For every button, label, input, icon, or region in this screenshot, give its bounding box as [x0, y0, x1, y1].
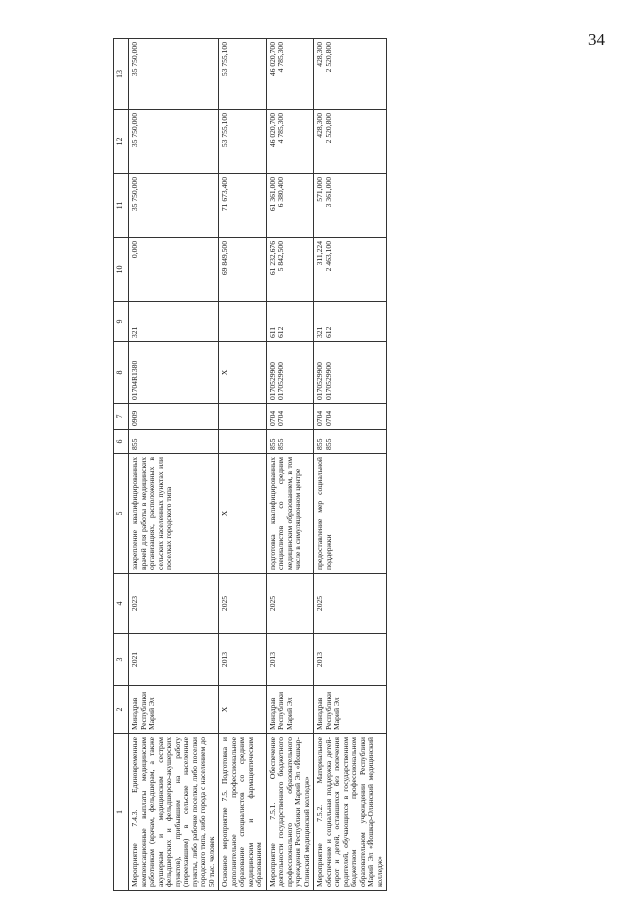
cell-c9	[266, 302, 314, 342]
cell-c10	[266, 238, 314, 302]
cell-c6	[314, 430, 387, 454]
cell-value: 53 755,100	[220, 113, 229, 148]
column-header-13: 13	[114, 39, 129, 110]
column-header-12: 12	[114, 110, 129, 174]
cell-c11	[314, 174, 387, 238]
column-header-10: 10	[114, 238, 129, 302]
cell-c4: 2025	[314, 574, 387, 634]
cell-value: 0909	[130, 410, 139, 426]
cell-c10	[129, 238, 219, 302]
cell-c11	[266, 174, 314, 238]
cell-c2: Минздрав Республики Марий Эл	[129, 686, 219, 734]
cell-value: 855	[267, 438, 277, 450]
cell-c8	[219, 342, 267, 404]
cell-c2: Минздрав Республики Марий Эл	[314, 686, 387, 734]
cell-value: 0704	[323, 410, 333, 426]
cell-value: 2 520,800	[323, 113, 333, 144]
cell-c9	[129, 302, 219, 342]
cell-value: 35 750,000	[130, 177, 139, 212]
cell-c3: 2021	[129, 634, 219, 686]
cell-c12	[129, 110, 219, 174]
cell-c12	[314, 110, 387, 174]
cell-value: 612	[276, 326, 285, 338]
cell-c2: X	[219, 686, 267, 734]
cell-c5: закрепление квалифицированных врачей для работы в медицинских организациях, расположенных в сельских населенных пунктах или поселках городского типа	[129, 454, 219, 574]
cell-value: 0170529900	[323, 362, 333, 400]
cell-c11	[219, 174, 267, 238]
cell-c8	[314, 342, 387, 404]
column-header-1: 1	[114, 734, 129, 891]
cell-c8	[266, 342, 314, 404]
cell-value: 2 463,100	[323, 241, 333, 272]
cell-c8	[129, 342, 219, 404]
program-activities-table	[113, 38, 387, 891]
cell-value: 53 755,100	[220, 42, 229, 77]
cell-value: 855	[276, 438, 285, 450]
cell-value: 612	[323, 326, 333, 338]
cell-c9	[314, 302, 387, 342]
cell-value: 0704	[267, 410, 277, 426]
cell-c1: Мероприятие 7.4.3. Единовременные компенсационные выплаты медицинским работникам (врачам, фельдшерам, а также акушеркам и медицинским сестрам фельдшерских и фельдшерско-акушерских пунктов), прибывшим на работу (переехавшим) в сельские населенные пункты, либо рабочие поселки, либо поселки городского типа, либо города с населением до 50 тыс. человек	[129, 734, 219, 891]
column-header-11: 11	[114, 174, 129, 238]
cell-value: 0704	[315, 410, 324, 426]
cell-c3: 2013	[314, 634, 387, 686]
cell-value: 5 842,500	[276, 241, 285, 272]
cell-value: 3 361,000	[323, 177, 333, 208]
cell-value: 428,300	[315, 113, 324, 138]
table-row	[266, 39, 314, 891]
cell-c3: 2013	[266, 634, 314, 686]
cell-c7	[219, 404, 267, 430]
cell-value: 855	[323, 438, 333, 450]
cell-c4: 2023	[129, 574, 219, 634]
column-header-5: 5	[114, 454, 129, 574]
cell-value: X	[220, 369, 229, 376]
cell-c7	[129, 404, 219, 430]
cell-c5: предоставление мер социальной поддержки	[314, 454, 387, 574]
cell-value: 46 020,700	[267, 42, 277, 77]
cell-value: 69 849,500	[220, 241, 229, 276]
column-header-7: 7	[114, 404, 129, 430]
cell-value: 71 673,400	[220, 177, 229, 212]
cell-c10	[219, 238, 267, 302]
table-row	[219, 39, 267, 891]
cell-c13	[266, 39, 314, 110]
cell-value: 428,300	[315, 42, 324, 67]
cell-c6	[219, 430, 267, 454]
page-number: 34	[588, 30, 605, 49]
cell-value: 321	[130, 326, 139, 338]
cell-c6	[266, 430, 314, 454]
column-header-2: 2	[114, 686, 129, 734]
cell-c1: Мероприятие 7.5.2. Материальное обеспечение и социальная поддержка детей-сирот и детей, оставшихся без попечения родителей, обучающихся в государственном бюджетном профессиональном образовательном учреждении Республики Марий Эл «Йошкар-Олинский медицинский колледж»	[314, 734, 387, 891]
cell-value: 0704	[276, 410, 285, 426]
cell-value: 855	[315, 438, 324, 450]
cell-value: 611	[267, 326, 277, 338]
cell-c13	[219, 39, 267, 110]
cell-c7	[314, 404, 387, 430]
cell-c13	[314, 39, 387, 110]
header-row	[114, 39, 129, 891]
cell-c6	[129, 430, 219, 454]
cell-c4: 2025	[219, 574, 267, 634]
cell-c10	[314, 238, 387, 302]
cell-value: 311,224	[315, 241, 324, 266]
cell-value: 35 750,000	[130, 42, 139, 77]
cell-c12	[219, 110, 267, 174]
cell-c4: 2025	[266, 574, 314, 634]
cell-c1: Мероприятие 7.5.1. Обеспечение деятельности государственного бюджетного профессионального образовательного учреждения Республики Марий Эл «Йошкар-Олинский медицинский колледж»	[266, 734, 314, 891]
cell-c12	[266, 110, 314, 174]
rotated-page-content	[113, 39, 636, 891]
table-row	[129, 39, 219, 891]
cell-value: 35 750,000	[130, 113, 139, 148]
table-row	[314, 39, 387, 891]
cell-c13	[129, 39, 219, 110]
column-header-9: 9	[114, 302, 129, 342]
cell-value: 61 361,000	[267, 177, 277, 212]
cell-value: 4 785,300	[276, 113, 285, 144]
cell-value: 0,000	[130, 241, 139, 259]
cell-value: 61 232,676	[267, 241, 277, 276]
cell-value: 571,000	[315, 177, 324, 202]
cell-value: 0170529900	[276, 362, 285, 400]
cell-value: 01704R1380	[130, 360, 139, 400]
cell-value: 2 520,800	[323, 42, 333, 73]
column-header-3: 3	[114, 634, 129, 686]
cell-c9	[219, 302, 267, 342]
column-header-8: 8	[114, 342, 129, 404]
cell-c3: 2013	[219, 634, 267, 686]
cell-value: 321	[315, 326, 324, 338]
cell-value: 0170529900	[267, 362, 277, 400]
cell-c7	[266, 404, 314, 430]
cell-c5: подготовка квалифицированных специалистов со средним медицинским образованием, в том числе в симуляционном центре	[266, 454, 314, 574]
cell-c11	[129, 174, 219, 238]
cell-value: 6 380,400	[276, 177, 285, 208]
cell-c2: Минздрав Республики Марий Эл	[266, 686, 314, 734]
column-header-6: 6	[114, 430, 129, 454]
cell-value: 4 785,300	[276, 42, 285, 73]
cell-value: 855	[130, 438, 139, 450]
cell-c1: Основное мероприятие 7.5. Подготовка и дополнительное профессиональное образование специалистов со средним медицинским и фармацевтическим образованием	[219, 734, 267, 891]
cell-c5: X	[219, 454, 267, 574]
cell-value: 46 020,700	[267, 113, 277, 148]
cell-value: 0170529900	[315, 362, 324, 400]
column-header-4: 4	[114, 574, 129, 634]
